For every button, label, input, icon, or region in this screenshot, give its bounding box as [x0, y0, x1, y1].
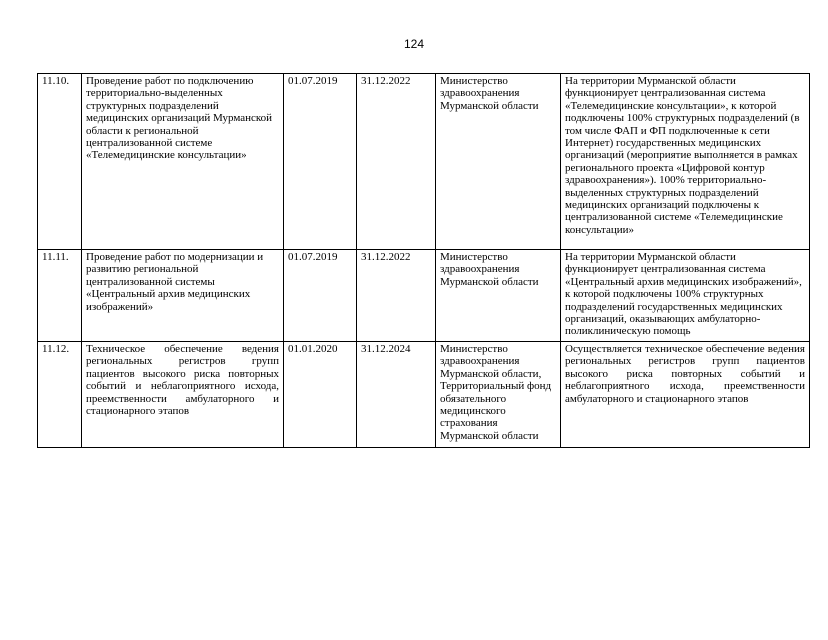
expected-result: На территории Мурманской области функционирует централизованная система «Центральный архив медицинских изображений», к которой подключены 100% структурных подразделений государственных медицинских организаций, оказывающих амбулаторно-поликлиническую помощь — [561, 250, 810, 342]
item-number: 11.11. — [38, 250, 82, 342]
activity-name: Проведение работ по подключению территориально-выделенных структурных подразделений медицинских организаций Мурманской области к региональной централизованной системе «Телемедицинские консультации» — [82, 74, 284, 250]
end-date: 31.12.2024 — [357, 342, 436, 448]
activity-name: Техническое обеспечение ведения региональных регистров групп пациентов высокого риска повторных событий и неблагоприятного исхода, преемственности амбулаторного и стационарного этапов — [82, 342, 284, 448]
activity-name: Проведение работ по модернизации и развитию региональной централизованной системы «Центральный архив медицинских изображений» — [82, 250, 284, 342]
item-number: 11.10. — [38, 74, 82, 250]
start-date: 01.01.2020 — [284, 342, 357, 448]
activities-table — [37, 73, 810, 448]
page-number: 124 — [403, 37, 425, 51]
end-date: 31.12.2022 — [357, 250, 436, 342]
table-row — [38, 74, 810, 250]
responsible-org: Министерство здравоохранения Мурманской области, Территориальный фонд обязательного медицинского страхования Мурманской области — [436, 342, 561, 448]
start-date: 01.07.2019 — [284, 250, 357, 342]
expected-result: Осуществляется техническое обеспечение ведения региональных регистров групп пациентов высокого риска повторных событий и неблагоприятного исхода, преемственности амбулаторного и стационарного этапов — [561, 342, 810, 448]
expected-result: На территории Мурманской области функционирует централизованная система «Телемедицинские консультации», к которой подключены 100% структурных подразделений (в том числе ФАП и ФП подключенные к сети Интернет) государственных медицинских организаций (мероприятие выполняется в рамках регионального проекта «Цифровой контур здравоохранения»). 100% территориально-выделенных структурных подразделений медицинских организаций подключены к централизованной системе «Телемедицинские консультации» — [561, 74, 810, 250]
table-row — [38, 250, 810, 342]
responsible-org: Министерство здравоохранения Мурманской области — [436, 74, 561, 250]
end-date: 31.12.2022 — [357, 74, 436, 250]
start-date: 01.07.2019 — [284, 74, 357, 250]
responsible-org: Министерство здравоохранения Мурманской области — [436, 250, 561, 342]
table-row — [38, 342, 810, 448]
item-number: 11.12. — [38, 342, 82, 448]
